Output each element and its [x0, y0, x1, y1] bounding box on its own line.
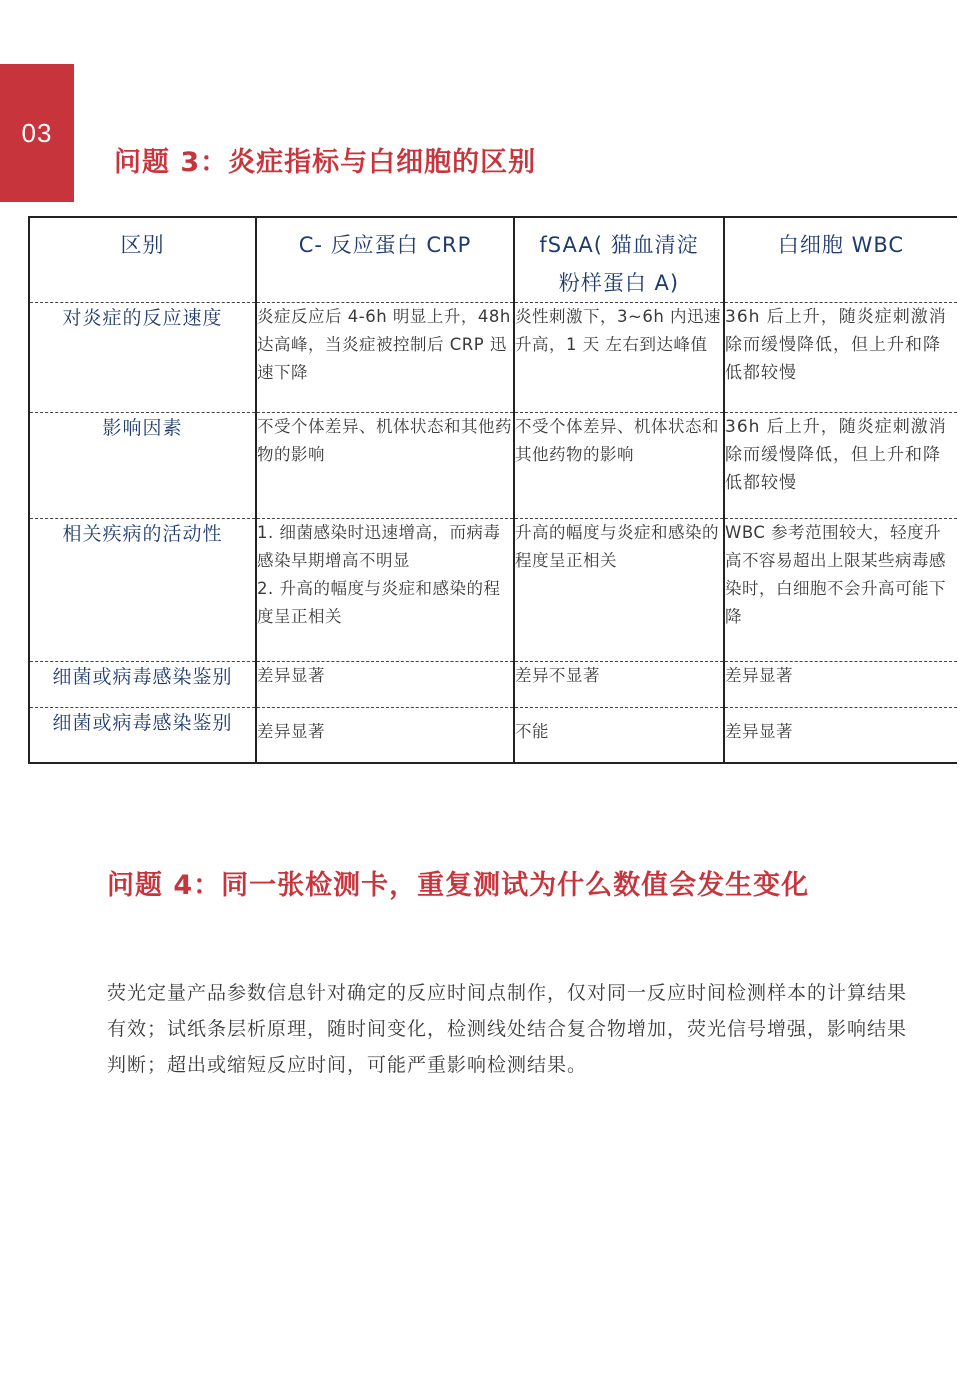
row-label: 影响因素	[29, 413, 256, 519]
table-cell: 不能	[514, 708, 724, 763]
table-cell: 差异显著	[256, 708, 514, 763]
question4-title: 问题 4：同一张检测卡，重复测试为什么数值会发生变化	[107, 870, 810, 901]
table-cell: 1. 细菌感染时迅速增高，而病毒感染早期增高不明显 2. 升高的幅度与炎症和感染的程度呈正相关	[256, 519, 514, 662]
row-label: 细菌或病毒感染鉴别	[29, 662, 256, 708]
section-number: 03	[21, 117, 53, 148]
table-row	[29, 519, 957, 662]
question4-answer: 荧光定量产品参数信息针对确定的反应时间点制作，仅对同一反应时间检测样本的计算结果有效；试纸条层析原理，随时间变化，检测线处结合复合物增加，荧光信号增强，影响结果判断；超出或缩短反应时间，可能严重影响检测结果。	[107, 982, 908, 1076]
table-cell: 炎症反应后 4-6h 明显上升，48h 达高峰，当炎症被控制后 CRP 迅速下降	[256, 303, 514, 413]
table-row	[29, 662, 957, 708]
table-cell: 36h 后上升，随炎症刺激消除而缓慢降低，但上升和降低都较慢	[724, 303, 957, 413]
row-label: 细菌或病毒感染鉴别	[29, 708, 256, 763]
table-cell: 差异显著	[724, 662, 957, 708]
table-cell: 差异不显著	[514, 662, 724, 708]
table-cell: 差异显著	[256, 662, 514, 708]
header-fsaa: fSAA( 猫血清淀 粉样蛋白 A)	[514, 217, 724, 303]
header-wbc: 白细胞 WBC	[724, 217, 957, 303]
table-cell: 不受个体差异、机体状态和其他药物的影响	[256, 413, 514, 519]
header-crp: C- 反应蛋白 CRP	[256, 217, 514, 303]
table-row	[29, 303, 957, 413]
table-cell: 升高的幅度与炎症和感染的程度呈正相关	[514, 519, 724, 662]
table-row	[29, 413, 957, 519]
table-row	[29, 708, 957, 763]
table-cell: WBC 参考范围较大，轻度升高不容易超出上限某些病毒感染时，白细胞不会升高可能下降	[724, 519, 957, 662]
table-header-row	[29, 217, 957, 303]
table-cell: 不受个体差异、机体状态和其他药物的影响	[514, 413, 724, 519]
table-cell: 36h 后上升，随炎症刺激消除而缓慢降低，但上升和降低都较慢	[724, 413, 957, 519]
table-cell: 差异显著	[724, 708, 957, 763]
header-difference: 区别	[29, 217, 256, 303]
section-number-tab	[0, 64, 74, 202]
row-label: 对炎症的反应速度	[29, 303, 256, 413]
table-cell: 炎性刺激下，3~6h 内迅速升高，1 天 左右到达峰值	[514, 303, 724, 413]
comparison-table	[28, 216, 957, 764]
question3-title: 问题 3：炎症指标与白细胞的区别	[114, 147, 537, 178]
row-label: 相关疾病的活动性	[29, 519, 256, 662]
